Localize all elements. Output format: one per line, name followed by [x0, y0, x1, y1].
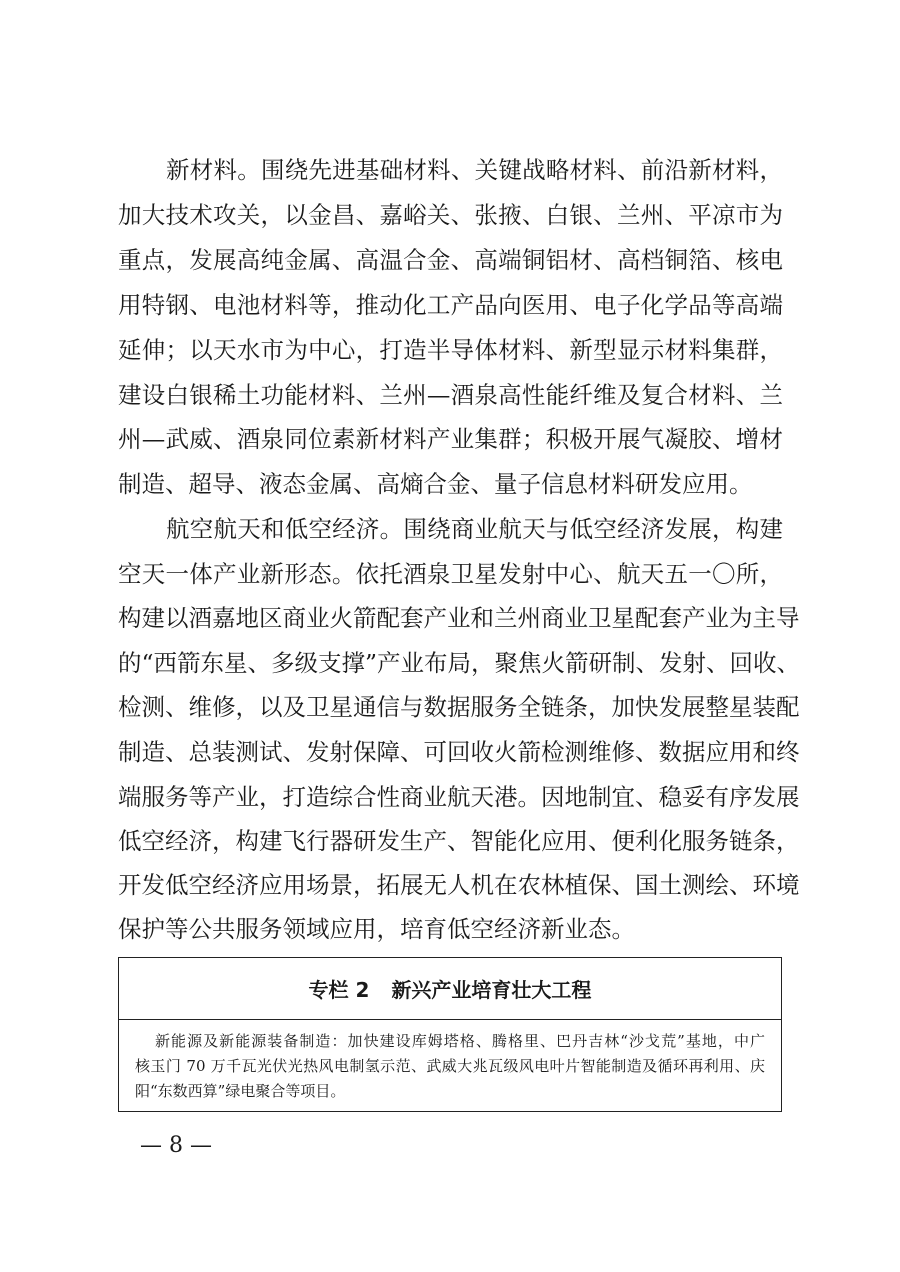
text-line: 州—武威、酒泉同位素新材料产业集群；积极开展气凝胶、增材: [118, 425, 783, 453]
text-line: 的“西箭东星、多级支撑”产业布局，聚焦火箭研制、发射、回收、: [118, 649, 801, 677]
text-line: 低空经济，构建飞行器研发生产、智能化应用、便利化服务链条，: [118, 827, 800, 855]
column-box-text-line: 阳“东数西算”绿电聚合等项目。: [135, 1082, 346, 1100]
text-line: 加大技术攻关，以金昌、嘉峪关、张掖、白银、兰州、平凉市为: [118, 201, 783, 229]
text-line: 检测、维修，以及卫星通信与数据服务全链条，加快发展整星装配: [118, 693, 800, 721]
column-box-text-line: 核玉门 70 万千瓦光伏光热风电制氢示范、武威大兆瓦级风电叶片智能制造及循环再利用、庆: [135, 1057, 765, 1075]
text-line: 保护等公共服务领域应用，培育低空经济新业态。: [118, 915, 635, 943]
column-box-text-line: 新能源及新能源装备制造：加快建设库姆塔格、腾格里、巴丹吉林“沙戈荒”基地，中广: [155, 1032, 765, 1050]
text-line: 制造、总装测试、发射保障、可回收火箭检测维修、数据应用和终: [118, 738, 800, 766]
text-line: 新材料。围绕先进基础材料、关键战略材料、前沿新材料，: [166, 156, 783, 184]
column-box-label: 专栏 2: [308, 978, 370, 1002]
column-box-title: 新兴产业培育壮大工程: [391, 978, 592, 1002]
page-number: — 8 —: [140, 1133, 212, 1158]
text-line: 延伸；以天水市为中心，打造半导体材料、新型显示材料集群，: [118, 336, 783, 364]
text-line: 航空航天和低空经济。围绕商业航天与低空经济发展，构建: [166, 515, 783, 543]
column-box-header: [119, 958, 781, 1020]
text-line: 建设白银稀土功能材料、兰州—酒泉高性能纤维及复合材料、兰: [118, 381, 783, 409]
text-line: 开发低空经济应用场景，拓展无人机在农林植保、国土测绘、环境: [118, 871, 800, 899]
text-line: 制造、超导、液态金属、高熵合金、量子信息材料研发应用。: [118, 470, 753, 498]
text-line: 端服务等产业，打造综合性商业航天港。因地制宜、稳妥有序发展: [118, 783, 800, 811]
text-line: 用特钢、电池材料等，推动化工产品向医用、电子化学品等高端: [118, 291, 783, 319]
text-line: 构建以酒嘉地区商业火箭配套产业和兰州商业卫星配套产业为主导: [118, 604, 800, 632]
text-line: 重点，发展高纯金属、高温合金、高端铜铝材、高档铜箔、核电: [118, 246, 783, 274]
column-box: [118, 957, 782, 1112]
text-line: 空天一体产业新形态。依托酒泉卫星发射中心、航天五一〇所，: [118, 560, 783, 588]
